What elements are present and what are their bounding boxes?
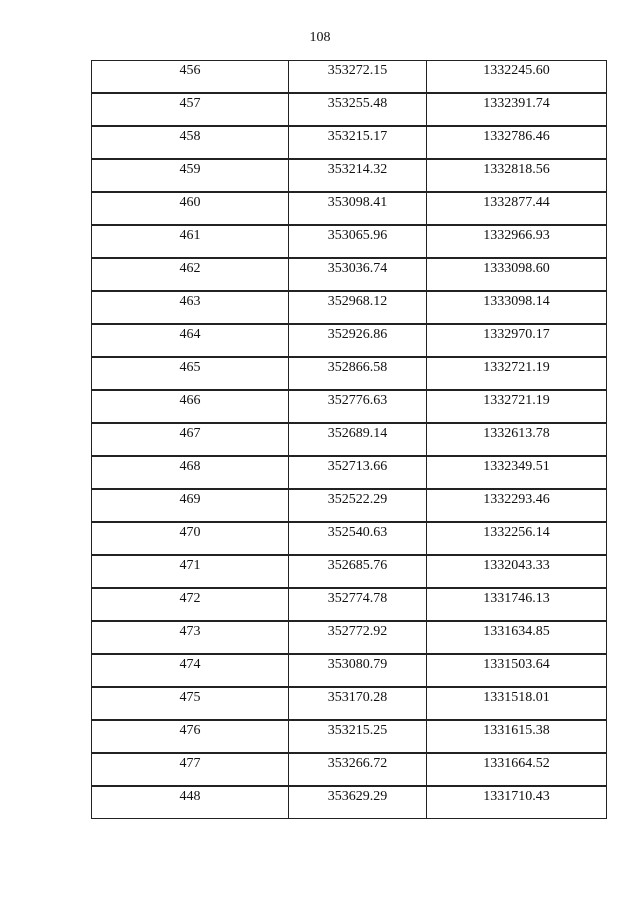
x-coordinate-cell: 352926.86 — [289, 324, 427, 357]
y-coordinate-cell: 1331710.43 — [427, 786, 607, 819]
point-number-cell: 462 — [92, 258, 289, 291]
table-row — [92, 159, 607, 192]
y-coordinate-cell: 1332349.51 — [427, 456, 607, 489]
x-coordinate-cell: 352689.14 — [289, 423, 427, 456]
x-coordinate-cell: 352866.58 — [289, 357, 427, 390]
table-row — [92, 192, 607, 225]
y-coordinate-cell: 1332966.93 — [427, 225, 607, 258]
point-number-cell: 463 — [92, 291, 289, 324]
point-number-cell: 469 — [92, 489, 289, 522]
y-coordinate-cell: 1331746.13 — [427, 588, 607, 621]
table-row — [92, 654, 607, 687]
point-number-cell: 473 — [92, 621, 289, 654]
y-coordinate-cell: 1332877.44 — [427, 192, 607, 225]
point-number-cell: 471 — [92, 555, 289, 588]
table-row — [92, 687, 607, 720]
x-coordinate-cell: 353080.79 — [289, 654, 427, 687]
x-coordinate-cell: 353170.28 — [289, 687, 427, 720]
x-coordinate-cell: 353065.96 — [289, 225, 427, 258]
x-coordinate-cell: 352713.66 — [289, 456, 427, 489]
point-number-cell: 477 — [92, 753, 289, 786]
point-number-cell: 470 — [92, 522, 289, 555]
x-coordinate-cell: 352522.29 — [289, 489, 427, 522]
table-row — [92, 258, 607, 291]
y-coordinate-cell: 1333098.60 — [427, 258, 607, 291]
x-coordinate-cell: 352772.92 — [289, 621, 427, 654]
point-number-cell: 458 — [92, 126, 289, 159]
x-coordinate-cell: 353098.41 — [289, 192, 427, 225]
coordinates-table — [91, 60, 607, 819]
point-number-cell: 456 — [92, 61, 289, 94]
table-row — [92, 93, 607, 126]
x-coordinate-cell: 353215.17 — [289, 126, 427, 159]
table-row — [92, 786, 607, 819]
table-row — [92, 489, 607, 522]
point-number-cell: 448 — [92, 786, 289, 819]
table-row — [92, 291, 607, 324]
point-number-cell: 474 — [92, 654, 289, 687]
table-row — [92, 621, 607, 654]
x-coordinate-cell: 353629.29 — [289, 786, 427, 819]
y-coordinate-cell: 1333098.14 — [427, 291, 607, 324]
table-row — [92, 423, 607, 456]
point-number-cell: 460 — [92, 192, 289, 225]
x-coordinate-cell: 353036.74 — [289, 258, 427, 291]
y-coordinate-cell: 1332043.33 — [427, 555, 607, 588]
table-row — [92, 357, 607, 390]
table-row — [92, 390, 607, 423]
x-coordinate-cell: 352774.78 — [289, 588, 427, 621]
table-row — [92, 126, 607, 159]
point-number-cell: 461 — [92, 225, 289, 258]
y-coordinate-cell: 1332293.46 — [427, 489, 607, 522]
point-number-cell: 476 — [92, 720, 289, 753]
y-coordinate-cell: 1332256.14 — [427, 522, 607, 555]
y-coordinate-cell: 1331664.52 — [427, 753, 607, 786]
y-coordinate-cell: 1332721.19 — [427, 357, 607, 390]
y-coordinate-cell: 1332613.78 — [427, 423, 607, 456]
y-coordinate-cell: 1331518.01 — [427, 687, 607, 720]
table-row — [92, 522, 607, 555]
y-coordinate-cell: 1331615.38 — [427, 720, 607, 753]
y-coordinate-cell: 1332818.56 — [427, 159, 607, 192]
point-number-cell: 468 — [92, 456, 289, 489]
y-coordinate-cell: 1332786.46 — [427, 126, 607, 159]
table-row — [92, 324, 607, 357]
table-row — [92, 555, 607, 588]
y-coordinate-cell: 1332970.17 — [427, 324, 607, 357]
y-coordinate-cell: 1332245.60 — [427, 61, 607, 94]
point-number-cell: 465 — [92, 357, 289, 390]
x-coordinate-cell: 353255.48 — [289, 93, 427, 126]
y-coordinate-cell: 1332391.74 — [427, 93, 607, 126]
table-row — [92, 588, 607, 621]
x-coordinate-cell: 352540.63 — [289, 522, 427, 555]
page-number: 108 — [309, 30, 331, 45]
point-number-cell: 466 — [92, 390, 289, 423]
point-number-cell: 467 — [92, 423, 289, 456]
table-row — [92, 456, 607, 489]
table-row — [92, 753, 607, 786]
y-coordinate-cell: 1331634.85 — [427, 621, 607, 654]
x-coordinate-cell: 353215.25 — [289, 720, 427, 753]
point-number-cell: 464 — [92, 324, 289, 357]
x-coordinate-cell: 353272.15 — [289, 61, 427, 94]
point-number-cell: 459 — [92, 159, 289, 192]
table-row — [92, 720, 607, 753]
y-coordinate-cell: 1331503.64 — [427, 654, 607, 687]
table-row — [92, 61, 607, 94]
coordinates-table-body — [92, 61, 607, 819]
point-number-cell: 472 — [92, 588, 289, 621]
x-coordinate-cell: 352968.12 — [289, 291, 427, 324]
x-coordinate-cell: 352685.76 — [289, 555, 427, 588]
y-coordinate-cell: 1332721.19 — [427, 390, 607, 423]
point-number-cell: 457 — [92, 93, 289, 126]
table-row — [92, 225, 607, 258]
x-coordinate-cell: 353266.72 — [289, 753, 427, 786]
x-coordinate-cell: 353214.32 — [289, 159, 427, 192]
point-number-cell: 475 — [92, 687, 289, 720]
x-coordinate-cell: 352776.63 — [289, 390, 427, 423]
